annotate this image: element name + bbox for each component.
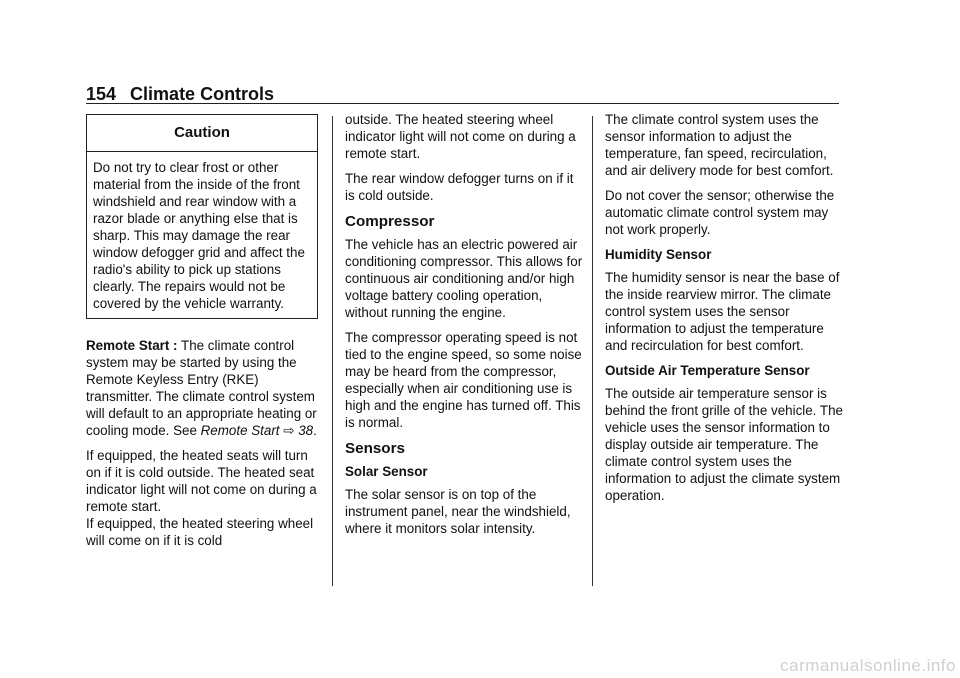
sensor-info-paragraph: The climate control system uses the sensor information to adjust the temperature, fan speed, recirculation, and air delivery mode for best comfort. xyxy=(605,112,834,178)
column-2 xyxy=(345,111,583,545)
heated-seats-paragraph: If equipped, the heated seats will turn on if it is cold outside. The heated seat indicator light will not come on during a remote start. xyxy=(86,448,317,514)
heated-wheel-paragraph: If equipped, the heated steering wheel will come on if it is cold xyxy=(86,516,314,548)
outside-air-sensor-heading: Outside Air Temperature Sensor xyxy=(605,363,810,378)
page-header xyxy=(86,83,274,105)
compressor-paragraph-1: The vehicle has an electric powered air conditioning compressor. This allows for continuous air conditioning and/or high voltage battery cooling operation, without running the engine. xyxy=(345,237,583,320)
caution-box xyxy=(86,114,318,319)
heated-wheel-continued: outside. The heated steering wheel indicator light will not come on during a remote start. xyxy=(345,112,576,161)
defogger-paragraph: The rear window defogger turns on if it is cold outside. xyxy=(345,171,574,203)
humidity-sensor-heading: Humidity Sensor xyxy=(605,247,712,262)
caution-body: Do not try to clear frost or other material from the inside of the front windshield and rear window with a razor blade or anything else that is sharp. This may damage the rear window defogger grid and affect the radio's ability to pick up stations clearly. The repairs would not be covered by the vehicle warranty. xyxy=(93,160,305,311)
header-rule xyxy=(86,103,839,104)
column-1 xyxy=(86,114,324,557)
solar-sensor-heading: Solar Sensor xyxy=(345,464,428,479)
outside-air-sensor-paragraph: The outside air temperature sensor is behind the front grille of the vehicle. The vehicle uses the sensor information to display outside air temperature. The climate control system uses the information to adjust the climate system operation. xyxy=(605,386,843,503)
remote-start-label: Remote Start : xyxy=(86,338,178,353)
column-divider-1 xyxy=(332,116,333,586)
column-3 xyxy=(605,111,843,512)
compressor-paragraph-2: The compressor operating speed is not tied to the engine speed, so some noise may be heard from the compressor, especially when air conditioning use is high and the engine has turned off. This is normal. xyxy=(345,330,582,430)
caution-title: Caution xyxy=(87,115,317,152)
compressor-heading: Compressor xyxy=(345,213,435,230)
watermark: carmanualsonline.info xyxy=(780,656,956,675)
cover-sensor-paragraph: Do not cover the sensor; otherwise the automatic climate control system may not work properly. xyxy=(605,188,835,237)
remote-start-link[interactable]: Remote Start xyxy=(200,423,280,438)
humidity-sensor-paragraph: The humidity sensor is near the base of the inside rearview mirror. The climate control system uses the sensor information to adjust the temperature and recirculation for best comfort. xyxy=(605,270,840,353)
remote-start-paragraph: Remote Start : The climate control system may be started by using the Remote Keyless Entry (RKE) transmitter. The climate control system will default to an appropriate heating or cooling mode. See Remote Start ⇨ 38. xyxy=(86,338,317,438)
column-divider-2 xyxy=(592,116,593,586)
remote-start-page-ref[interactable]: 38 xyxy=(298,423,314,438)
page-ref-arrow-icon: ⇨ xyxy=(283,423,295,438)
section-title: Climate Controls xyxy=(130,84,275,104)
page-number: 154 xyxy=(86,84,117,104)
solar-sensor-paragraph: The solar sensor is on top of the instrument panel, near the windshield, where it monitors solar intensity. xyxy=(345,487,571,536)
sensors-heading: Sensors xyxy=(345,440,405,457)
